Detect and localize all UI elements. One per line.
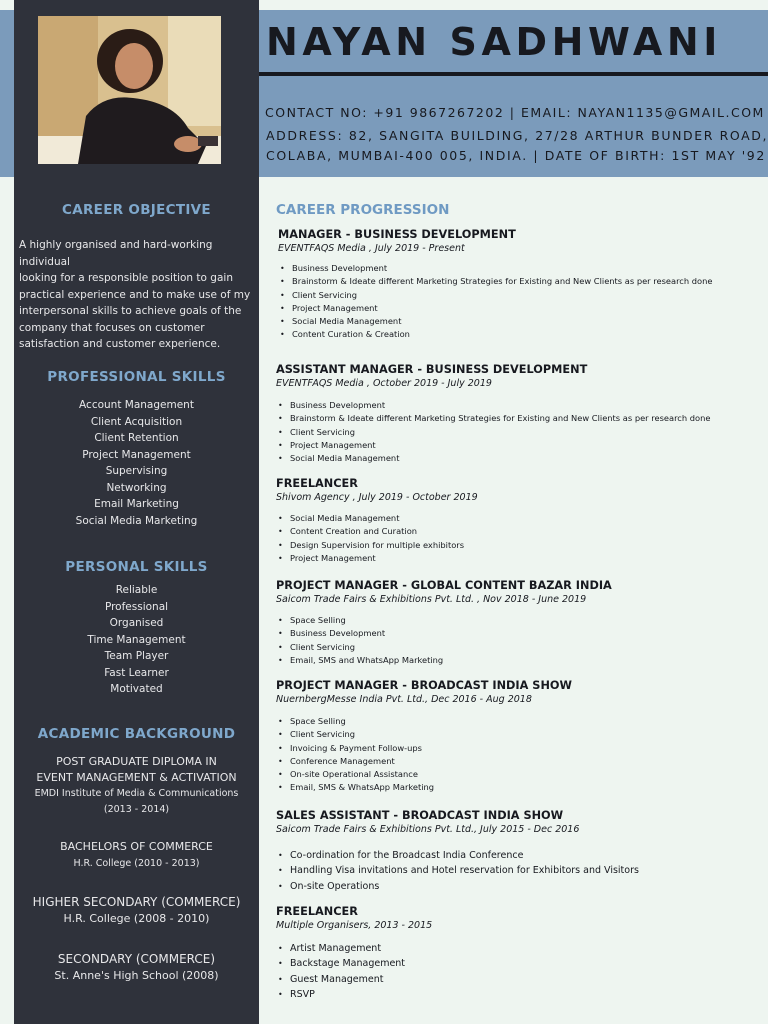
bcom-institute: H.R. College (2010 - 2013) <box>73 858 200 869</box>
job-title: ASSISTANT MANAGER - BUSINESS DEVELOPMENT <box>276 363 588 376</box>
duty-item: • Space Selling <box>290 715 756 728</box>
ssc-title: SECONDARY (COMMERCE) <box>57 952 216 966</box>
duty-item: • On-site Operations <box>290 879 756 894</box>
duty-item: • Brainstorm & Ideate different Marketing Strategies for Existing and New Clients as per research done <box>290 412 756 425</box>
skill-item: Networking <box>106 481 167 494</box>
job-organisation: Shivom Agency , July 2019 - October 2019 <box>276 492 478 503</box>
personal-skills-list <box>14 582 259 698</box>
job-entry <box>276 363 756 465</box>
skill-item: Client Acquisition <box>90 415 183 428</box>
personal-skill-item: Motivated <box>110 683 163 695</box>
job-entry <box>276 477 756 565</box>
personal-skill-item: Professional <box>104 600 169 613</box>
career-progression-heading: CAREER PROGRESSION <box>276 202 450 218</box>
duty-item: • Design Supervision for multiple exhibitors <box>290 539 756 552</box>
skill-item: Supervising <box>105 465 168 477</box>
job-title: FREELANCER <box>276 477 358 490</box>
job-title: PROJECT MANAGER - GLOBAL CONTENT BAZAR INDIA <box>276 579 612 592</box>
duty-item: • Artist Management <box>290 941 756 956</box>
duty-item: • Brainstorm & Ideate different Marketing Strategies for Existing and New Clients as per research done <box>292 275 758 288</box>
professional-skills-heading: PROFESSIONAL SKILLS <box>47 369 226 385</box>
duty-item: • Social Media Management <box>290 452 756 465</box>
job-title: FREELANCER <box>276 905 358 918</box>
education-bcom <box>14 839 259 871</box>
duty-item: • Space Selling <box>290 614 756 627</box>
job-entry <box>278 228 758 342</box>
duty-item: • Client Servicing <box>290 641 756 654</box>
personal-skill-item: Fast Learner <box>104 666 169 679</box>
personal-skill-item: Time Management <box>87 633 186 646</box>
skill-item: Client Retention <box>94 432 179 444</box>
duty-item: • Project Management <box>290 439 756 452</box>
duty-item: • Email, SMS & WhatsApp Marketing <box>290 781 756 794</box>
duty-item: • Project Management <box>290 552 756 565</box>
job-organisation: EVENTFAQS Media , October 2019 - July 2019 <box>276 378 492 389</box>
pg-institute: EMDI Institute of Media & Communications <box>34 788 239 799</box>
duty-item: • Client Servicing <box>290 426 756 439</box>
job-entry <box>276 679 756 795</box>
job-duties <box>276 512 756 565</box>
job-title: PROJECT MANAGER - BROADCAST INDIA SHOW <box>276 679 572 692</box>
objective-line: satisfaction and customer experience. <box>19 338 221 350</box>
job-entry <box>276 809 756 894</box>
duty-item: • Co-ordination for the Broadcast India Conference <box>290 848 756 863</box>
skill-item: Project Management <box>82 448 191 461</box>
job-organisation: Multiple Organisers, 2013 - 2015 <box>276 920 433 931</box>
job-organisation: EVENTFAQS Media , July 2019 - Present <box>278 243 465 254</box>
duty-item: • Client Servicing <box>292 289 758 302</box>
duty-item: • Project Management <box>292 302 758 315</box>
duty-item: • Business Development <box>290 627 756 640</box>
job-entry <box>276 579 756 667</box>
profile-photo <box>38 16 221 164</box>
job-duties <box>278 262 758 342</box>
personal-skill-item: Reliable <box>115 584 158 596</box>
address-line-2: COLABA, MUMBAI-400 005, INDIA. | DATE OF BIRTH: 1ST MAY '92 <box>266 148 766 163</box>
duty-item: • Social Media Management <box>292 315 758 328</box>
objective-line: interpersonal skills to achieve goals of the <box>19 305 242 317</box>
duty-item: • Guest Management <box>290 972 756 987</box>
duty-item: • Business Development <box>292 262 758 275</box>
pg-title-line-2: EVENT MANAGEMENT & ACTIVATION <box>36 771 237 784</box>
duty-item: • On-site Operational Assistance <box>290 768 756 781</box>
personal-skills-heading: PERSONAL SKILLS <box>65 559 208 575</box>
job-organisation: Saicom Trade Fairs & Exhibitions Pvt. Ltd. , Nov 2018 - June 2019 <box>276 594 587 605</box>
duty-item: • Invoicing & Payment Follow-ups <box>290 742 756 755</box>
duty-item: • Business Development <box>290 399 756 412</box>
job-title: SALES ASSISTANT - BROADCAST INDIA SHOW <box>276 809 564 822</box>
candidate-name: NAYAN SADHWANI <box>266 20 722 64</box>
skill-item: Account Management <box>79 399 194 411</box>
skill-item: Email Marketing <box>94 498 179 510</box>
duty-item: • Content Creation and Curation <box>290 525 756 538</box>
education-hsc <box>14 893 259 927</box>
duty-item: • Social Media Management <box>290 512 756 525</box>
name-divider <box>259 72 768 76</box>
objective-line: company that focuses on customer <box>19 321 205 334</box>
hsc-title: HIGHER SECONDARY (COMMERCE) <box>32 895 241 909</box>
address-line-1: ADDRESS: 82, SANGITA BUILDING, 27/28 ARTHUR BUNDER ROAD, <box>266 128 768 143</box>
education-pg <box>14 754 259 817</box>
education-ssc <box>14 950 259 984</box>
ssc-institute: St. Anne's High School (2008) <box>54 969 219 982</box>
duty-item: • Handling Visa invitations and Hotel reservation for Exhibitors and Visitors <box>290 863 756 878</box>
job-duties <box>276 848 756 894</box>
pg-title-line-1: POST GRADUATE DIPLOMA IN <box>56 755 217 768</box>
objective-line: practical experience and to make use of my <box>19 288 251 301</box>
career-objective-text <box>19 237 255 353</box>
professional-skills-list <box>14 397 259 529</box>
bcom-title: BACHELORS OF COMMERCE <box>60 840 213 853</box>
job-duties <box>276 715 756 795</box>
profile-photo-image <box>38 16 221 164</box>
duty-item: • Backstage Management <box>290 956 756 971</box>
contact-line: CONTACT NO: +91 9867267202 | EMAIL: NAYAN1135@GMAIL.COM <box>265 105 765 120</box>
pg-years: (2013 - 2014) <box>103 804 170 815</box>
job-title: MANAGER - BUSINESS DEVELOPMENT <box>278 228 516 241</box>
duty-item: • Email, SMS and WhatsApp Marketing <box>290 654 756 667</box>
job-duties <box>276 941 756 1002</box>
academic-heading: ACADEMIC BACKGROUND <box>37 726 236 742</box>
duty-item: • RSVP <box>290 987 756 1002</box>
duty-item: • Conference Management <box>290 755 756 768</box>
objective-line: looking for a responsible position to gain <box>19 272 233 284</box>
job-organisation: NuernbergMesse India Pvt. Ltd., Dec 2016 - Aug 2018 <box>276 694 532 705</box>
duty-item: • Client Servicing <box>290 728 756 741</box>
duty-item: • Content Curation & Creation <box>292 328 758 341</box>
career-objective-heading: CAREER OBJECTIVE <box>62 202 211 218</box>
personal-skill-item: Organised <box>109 617 164 629</box>
objective-line: A highly organised and hard-working individual <box>19 239 213 268</box>
job-organisation: Saicom Trade Fairs & Exhibitions Pvt. Ltd., July 2015 - Dec 2016 <box>276 824 580 835</box>
skill-item: Social Media Marketing <box>75 514 198 527</box>
hsc-institute: H.R. College (2008 - 2010) <box>63 912 210 925</box>
personal-skill-item: Team Player <box>104 650 169 662</box>
job-duties <box>276 399 756 465</box>
job-entry <box>276 905 756 1002</box>
job-duties <box>276 614 756 667</box>
